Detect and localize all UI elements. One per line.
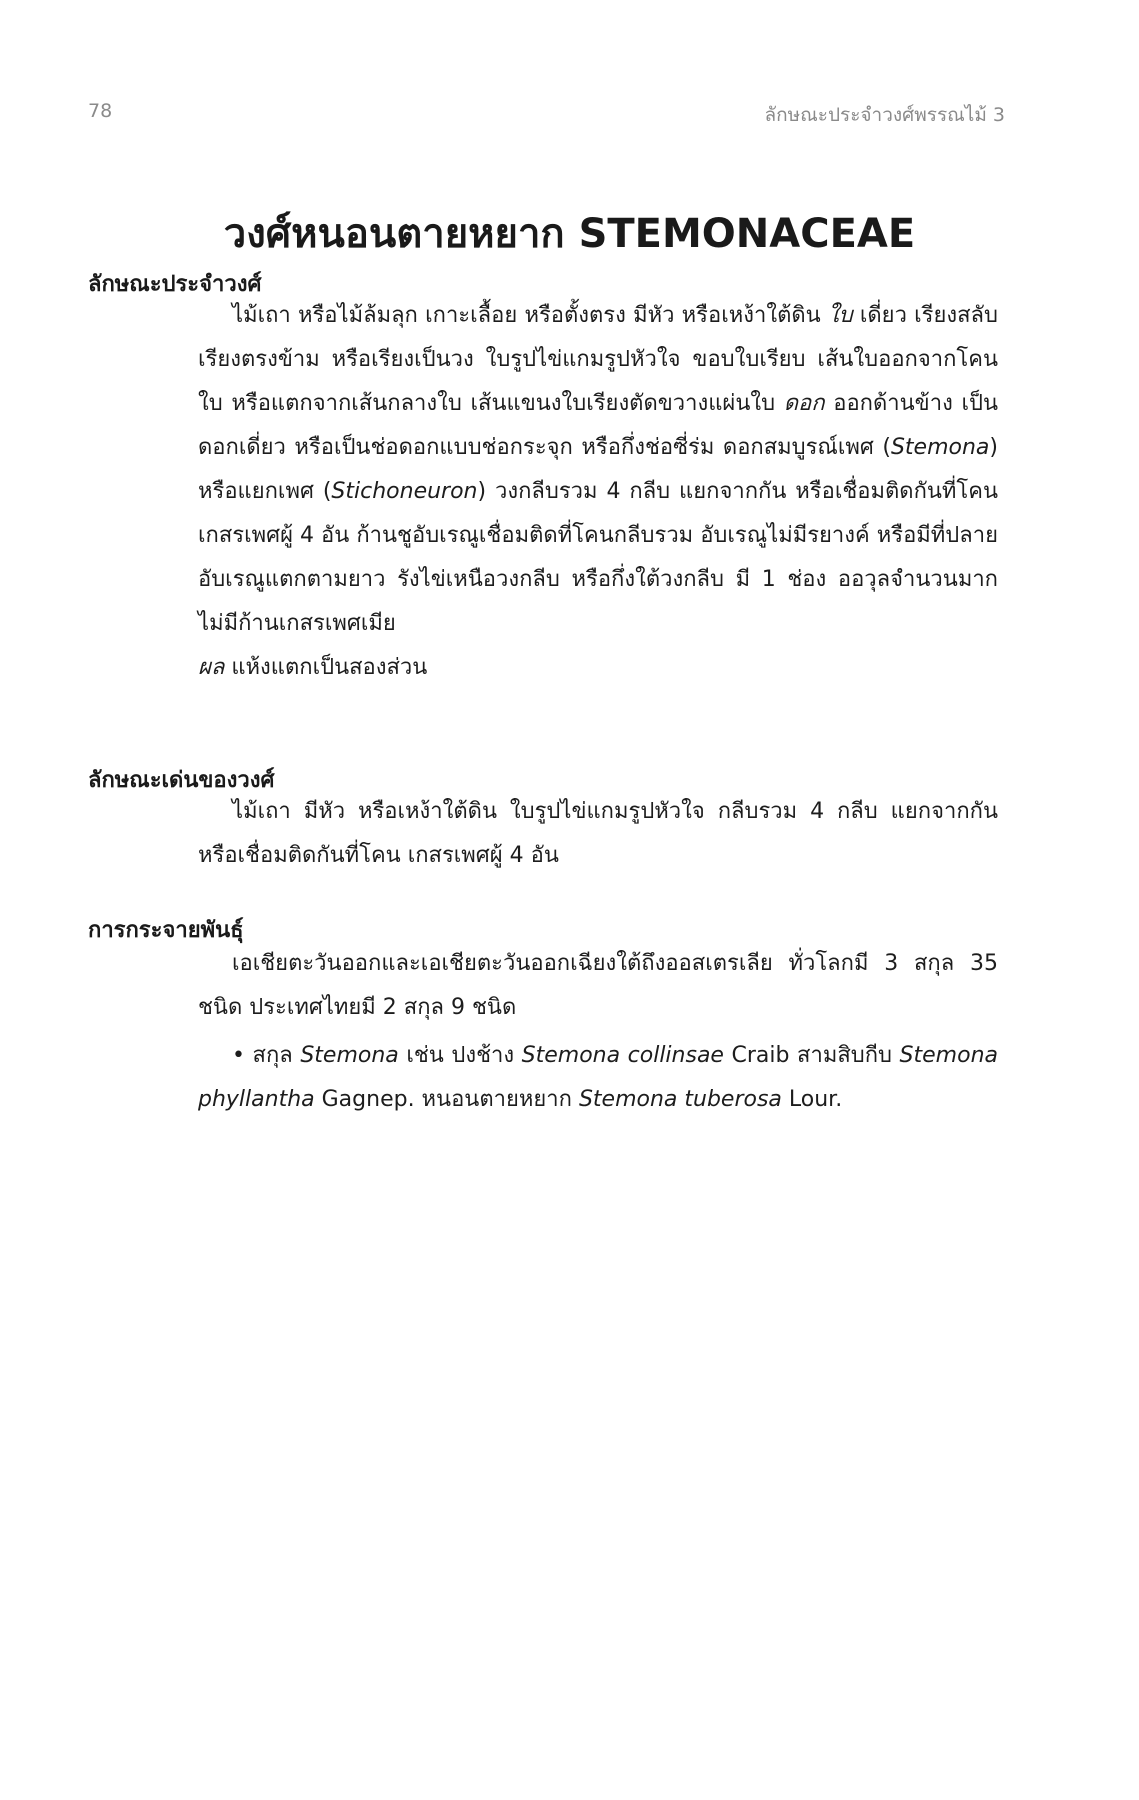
bullet-text-4: Lour. xyxy=(781,1087,843,1112)
title-thai: วงศ์หนอนตายหยาก xyxy=(223,211,565,257)
page-title xyxy=(0,206,1139,262)
fc-text-3: ออกด้านข้าง เป็นดอกเดี่ยว หรือเป็นช่อดอกแบบช่อกระจุก หรือกึ่งช่อซี่ร่ม ดอกสมบูรณ์เพศ ( xyxy=(198,391,999,460)
flower-label: ดอก xyxy=(783,391,825,416)
family-characters-block xyxy=(198,294,998,690)
fruit-label: ผล xyxy=(198,655,225,680)
page-number: 78 xyxy=(88,100,113,122)
bullet-genus: Stemona xyxy=(300,1043,399,1068)
bullet-text-1: เช่น ปงช้าง xyxy=(398,1043,522,1068)
bullet-text-2: Craib สามสิบกีบ xyxy=(723,1043,900,1068)
family-characters-paragraph xyxy=(198,294,998,690)
distinctive-paragraph: ไม้เถา มีหัว หรือเหง้าใต้ดิน ใบรูปไข่แกมรูปหัวใจ กลีบรวม 4 กลีบ แยกจากกัน หรือเชื่อมติดกันที่โคน เกสรเพศผู้ 4 อัน xyxy=(198,799,998,868)
genus-bullet xyxy=(198,1034,998,1122)
genus-stemona: Stemona xyxy=(890,435,990,460)
heading-distinctive: ลักษณะเด่นของวงศ์ xyxy=(88,768,275,793)
fc-text-5: ) วงกลีบรวม 4 กลีบ แยกจากกัน หรือเชื่อมติดกันที่โคน เกสรเพศผู้ 4 อัน ก้านชูอับเรณูเชื่อมติดที่โคนกลีบรวม อับเรณูไม่มีรยางค์ หรือมีที่ปลาย อับเรณูแตกตามยาว รังไข่เหนือวงกลีบ หรือกึ่งใต้วงกลีบ มี 1 ช่อง ออวุลจำนวนมาก ไม่มีก้านเกสรเพศเมีย xyxy=(198,479,999,636)
species-phyllantha: Stemona phyllantha xyxy=(198,1043,998,1112)
heading-distribution: การกระจายพันธุ์ xyxy=(88,918,244,943)
species-collinsae: Stemona collinsae xyxy=(521,1043,724,1068)
fc-text-2: เดี่ยว เรียงสลับ เรียงตรงข้าม หรือเรียงเป็นวง ใบรูปไข่แกมรูปหัวใจ ขอบใบเรียบ เส้นใบออกจากโคนใบ หรือแตกจากเส้นกลางใบ เส้นแขนงใบเรียงตัดขวางแผ่นใบ xyxy=(198,303,998,416)
fc-text-6: แห้งแตกเป็นสองส่วน xyxy=(224,655,428,680)
bullet-lead: • สกุล xyxy=(232,1043,301,1068)
distribution-paragraph: เอเชียตะวันออกและเอเชียตะวันออกเฉียงใต้ถึงออสเตรเลีย ทั่วโลกมี 3 สกุล 35 ชนิด ประเทศไทยมี 2 สกุล 9 ชนิด xyxy=(198,951,998,1020)
fc-text-4: ) หรือแยกเพศ ( xyxy=(198,435,998,504)
bullet-text-3: Gagnep. หนอนตายหยาก xyxy=(314,1087,579,1112)
distribution-block xyxy=(198,942,998,1122)
running-header: ลักษณะประจำวงศ์พรรณไม้ 3 xyxy=(764,104,1005,126)
leaf-label: ใบ xyxy=(827,303,853,328)
species-tuberosa: Stemona tuberosa xyxy=(578,1087,782,1112)
title-latin: STEMONACEAE xyxy=(578,211,916,257)
genus-stichoneuron: Stichoneuron xyxy=(331,479,478,504)
heading-family-characters: ลักษณะประจำวงศ์ xyxy=(88,272,262,297)
fc-text-1: ไม้เถา หรือไม้ล้มลุก เกาะเลื้อย หรือตั้งตรง มีหัว หรือเหง้าใต้ดิน xyxy=(232,303,828,328)
distinctive-block xyxy=(198,790,998,878)
